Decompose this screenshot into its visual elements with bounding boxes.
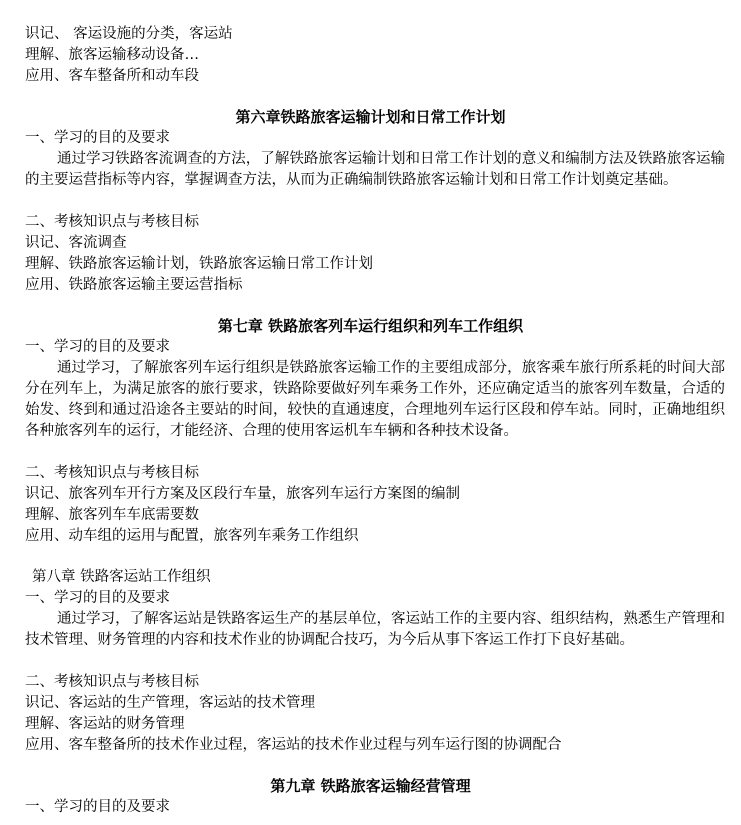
ch7-item-1: 识记、旅客列车开行方案及区段行车量，旅客列车运行方案图的编制 xyxy=(25,486,460,502)
ch8-section-1-heading: 一、学习的目的及要求 xyxy=(25,590,170,606)
ch8-item-1: 识记、客运站的生产管理，客运站的技术管理 xyxy=(25,695,315,711)
chapter-8-title: 第八章 铁路客运站工作组织 xyxy=(32,569,211,585)
ch7-section-1-body: 通过学习，了解旅客列车运行组织是铁路旅客运输工作的主要组成部分，旅客乘车旅行所系耗的时间大部分在列车上，为满足旅客的旅行要求，铁路除要做好列车乘务工作外，还应确定适当的旅客列车数量，合适的始发、终到和通过沿途各主要站的时间，较快的直通速度，合理地列车运行区段和停车站。同时，正确地组织各种旅客列车的运行，才能经济、合理的使用客运机车车辆和各种技术设备。 xyxy=(25,360,725,439)
intro-line-2: 理解、旅客运输移动设备… xyxy=(25,47,199,63)
chapter-6-title: 第六章铁路旅客运输计划和日常工作计划 xyxy=(235,108,506,126)
ch8-section-1-body: 通过学习，了解客运站是铁路客运生产的基层单位，客运站工作的主要内容、组织结构，熟悉生产管理和技术管理、财务管理的内容和技术作业的协调配合技巧，为今后从事下客运工作打下良好基础。 xyxy=(25,611,725,648)
ch8-section-2-heading: 二、考核知识点与考核目标 xyxy=(25,674,199,690)
ch8-item-3: 应用、客车整备所的技术作业过程，客运站的技术作业过程与列车运行图的协调配合 xyxy=(25,737,562,753)
ch7-item-3: 应用、动车组的运用与配置，旅客列车乘务工作组织 xyxy=(25,528,359,544)
ch6-section-1-heading: 一、学习的目的及要求 xyxy=(25,130,170,146)
ch6-section-2-heading: 二、考核知识点与考核目标 xyxy=(25,214,199,230)
ch6-section-1-body: 通过学习铁路客流调查的方法，了解铁路旅客运输计划和日常工作计划的意义和编制方法及铁路旅客运输的主要运营指标等内容，掌握调查方法，从而为正确编制铁路旅客运输计划和日常工作计划奠定基础。 xyxy=(25,151,725,188)
intro-line-1: 识记、 客运设施的分类，客运站 xyxy=(25,26,233,42)
ch6-item-2: 理解、铁路旅客运输计划，铁路旅客运输日常工作计划 xyxy=(25,256,373,272)
ch7-section-2-heading: 二、考核知识点与考核目标 xyxy=(25,465,199,481)
ch7-item-2: 理解、旅客列车车底需要数 xyxy=(25,507,199,523)
ch6-item-3: 应用、铁路旅客运输主要运营指标 xyxy=(25,277,243,293)
chapter-7-title: 第七章 铁路旅客列车运行组织和列车工作组织 xyxy=(217,317,524,335)
chapter-9-title: 第九章 铁路旅客运输经营管理 xyxy=(270,777,471,795)
ch8-item-2: 理解、客运站的财务管理 xyxy=(25,716,185,732)
ch6-item-1: 识记、客流调查 xyxy=(25,235,127,251)
ch9-section-1-heading: 一、学习的目的及要求 xyxy=(25,799,170,815)
intro-line-3: 应用、客车整备所和动车段 xyxy=(25,68,199,84)
ch7-section-1-heading: 一、学习的目的及要求 xyxy=(25,339,170,355)
